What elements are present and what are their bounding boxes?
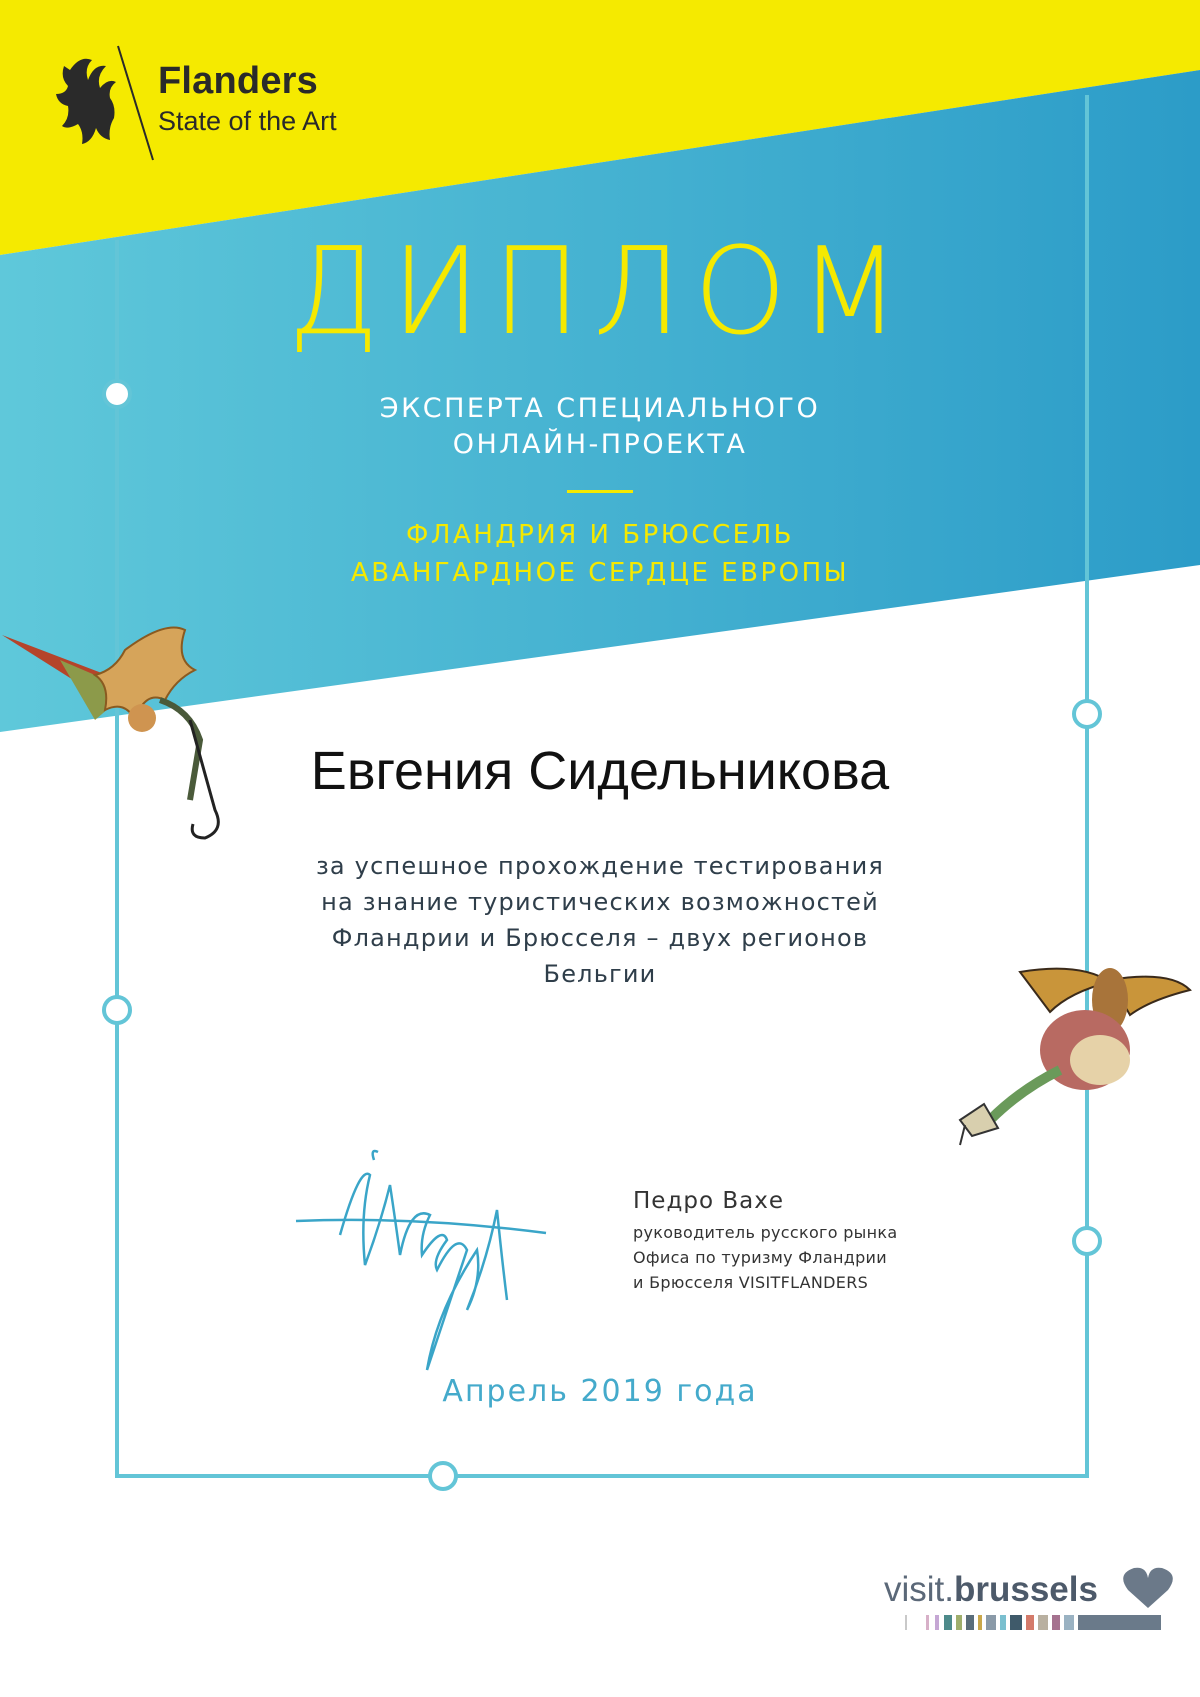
signer-position-line-2: Офиса по туризму Фландрии [633, 1248, 887, 1267]
flanders-logo-title: Flanders [158, 60, 318, 102]
issue-date: Апрель 2019 года [442, 1374, 758, 1409]
right-creature-illustration [960, 968, 1190, 1145]
project-name-line-1: ФЛАНДРИЯ И БРЮССЕЛЬ [406, 520, 794, 550]
brussels-color-bars [905, 1615, 1161, 1630]
award-reason-line-2: на знание туристических возможностей [321, 888, 879, 916]
signer-position-line-3: и Брюсселя VISITFLANDERS [633, 1273, 869, 1292]
award-reason-line-4: Бельгии [543, 960, 657, 988]
visit-brussels-prefix: visit. [884, 1570, 954, 1609]
flanders-logo-subtitle: State of the Art [158, 106, 337, 136]
diploma-subtitle-line-1: ЭКСПЕРТА СПЕЦИАЛЬНОГО [379, 393, 821, 424]
visit-brussels-logo [884, 1570, 1098, 1610]
diploma-subtitle-line-2: ОНЛАЙН-ПРОЕКТА [452, 429, 748, 460]
award-reason-line-1: за успешное прохождение тестирования [315, 852, 885, 880]
signer-position-line-1: руководитель русского рынка [633, 1223, 898, 1242]
visit-brussels-brand: brussels [954, 1570, 1098, 1609]
recipient-name: Евгения Сидельникова [310, 741, 890, 801]
title-divider [567, 490, 633, 493]
diploma-title: ДИПЛОМ [287, 220, 913, 362]
signature-drawing [296, 1151, 546, 1370]
signer-name: Педро Вахе [633, 1188, 784, 1214]
brussels-heart-icon [1123, 1568, 1173, 1608]
project-name-line-2: АВАНГАРДНОЕ СЕРДЦЕ ЕВРОПЫ [350, 558, 850, 588]
award-reason-line-3: Фландрии и Брюсселя – двух регионов [331, 924, 869, 952]
award-reason [0, 848, 1200, 992]
